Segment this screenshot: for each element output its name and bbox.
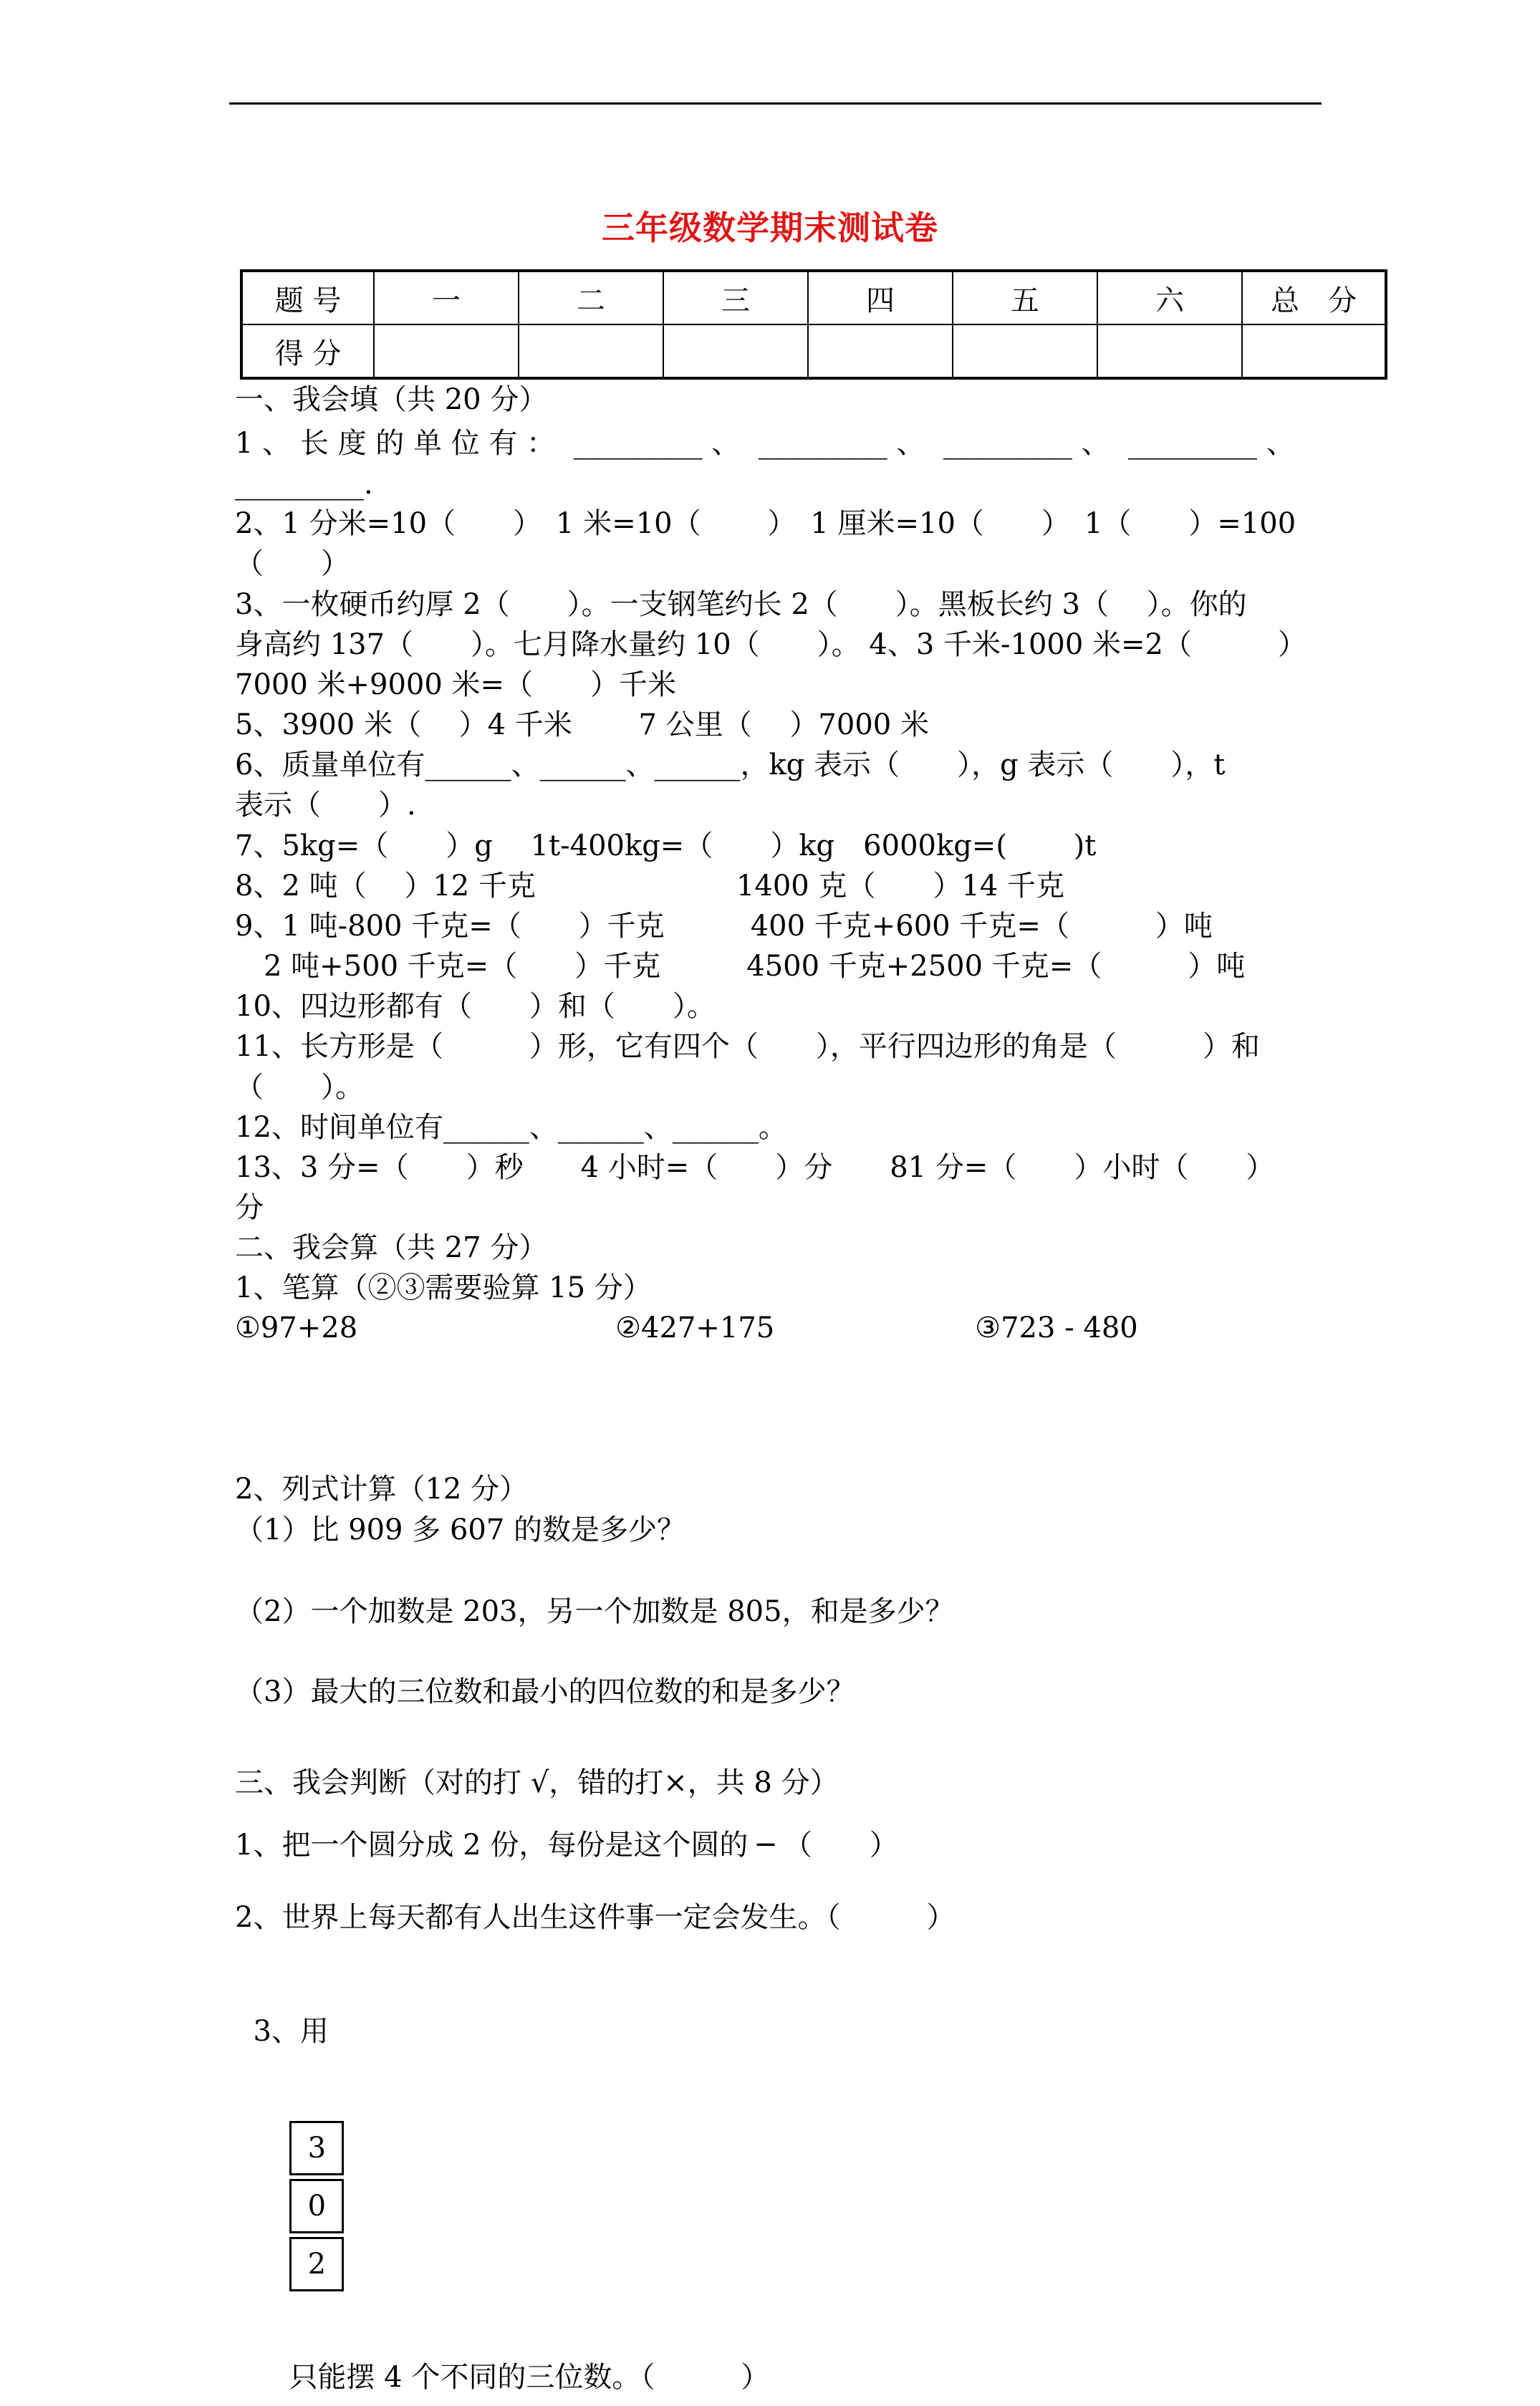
score-cell[interactable] bbox=[663, 324, 808, 378]
score-cell[interactable] bbox=[1242, 324, 1386, 378]
header-cell: 三 bbox=[663, 271, 808, 324]
score-table-header-row bbox=[241, 271, 1386, 324]
score-cell[interactable] bbox=[953, 324, 1097, 378]
page-title: 三年级数学期末测试卷 bbox=[602, 208, 938, 247]
question-line: 2、1 分米=10（ ） 1 米=10（ ） 1 厘米=10（ ） 1（ ）=100 bbox=[235, 507, 1296, 540]
question-line: （ ）。 bbox=[235, 1071, 364, 1104]
question-line: （ ） bbox=[235, 547, 350, 580]
score-cell[interactable] bbox=[1097, 324, 1242, 378]
top-rule bbox=[229, 102, 1322, 105]
header-cell: 一 bbox=[374, 271, 519, 324]
section-3-heading: 三、我会判断（对的打 √，错的打×，共 8 分） bbox=[235, 1766, 839, 1799]
question-line: 表示（ ）. bbox=[235, 789, 416, 822]
question-line: 身高约 137（ ）。七月降水量约 10（ ）。 4、3 千米-1000 米=2（ ） bbox=[235, 628, 1306, 661]
score-table-score-row bbox=[241, 324, 1386, 378]
score-table bbox=[240, 269, 1387, 380]
question-line: （2）一个加数是 203，另一个加数是 805，和是多少？ bbox=[235, 1595, 954, 1628]
question-line: 12、时间单位有______、______、______。 bbox=[235, 1111, 787, 1144]
question-line: 3、一枚硬币约厚 2（ ）。一支钢笔约长 2（ ）。黑板长约 3（ ）。你的 bbox=[235, 588, 1247, 621]
question-line: 2、世界上每天都有人出生这件事一定会发生。（ ） bbox=[235, 1901, 956, 1934]
header-cell: 六 bbox=[1097, 271, 1242, 324]
question-line: 6、质量单位有______、______、______，kg 表示（ ），g 表示（ ），t bbox=[235, 749, 1226, 781]
question-line: 11、长方形是（ ）形，它有四个（ ），平行四边形的角是（ ）和 bbox=[235, 1030, 1260, 1063]
section-2-heading: 二、我会算（共 27 分） bbox=[235, 1231, 548, 1264]
digit-card: 2 bbox=[289, 2237, 344, 2291]
header-cell: 五 bbox=[953, 271, 1097, 324]
question-line: （3）最大的三位数和最小的四位数的和是多少？ bbox=[235, 1675, 855, 1708]
digit-card: 3 bbox=[289, 2121, 344, 2175]
score-cell[interactable] bbox=[374, 324, 519, 378]
question-line: 1 、 长 度 的 单 位 有 ： _________ 、 _________ 、 _________ 、 _________ 、 bbox=[235, 427, 1295, 460]
question-line: 1、把一个圆分成 2 份，每份是这个圆的 ─ （ ） bbox=[235, 1829, 898, 1862]
header-cell: 二 bbox=[519, 271, 663, 324]
judge3-suffix: 只能摆 4 个不同的三位数。（ ） bbox=[289, 2361, 770, 2394]
question-line: 8、2 吨（ ）12 千克 1400 克（ ）14 千克 bbox=[235, 870, 1065, 903]
score-label: 得 分 bbox=[241, 324, 374, 378]
question-line: 13、3 分=（ ）秒 4 小时=（ ）分 81 分=（ ）小时（ ） bbox=[235, 1151, 1275, 1184]
header-cell: 题 号 bbox=[241, 271, 374, 324]
header-cell: 四 bbox=[808, 271, 953, 324]
header-cell: 总 分 bbox=[1242, 271, 1386, 324]
question-line: 分 bbox=[235, 1191, 264, 1224]
question-line: 1、笔算（②③需要验算 15 分） bbox=[235, 1271, 652, 1304]
question-line: 9、1 吨-800 千克=（ ）千克 400 千克+600 千克=（ ）吨 bbox=[235, 910, 1213, 943]
question-line: 5、3900 米（ ）4 千米 7 公里（ ）7000 米 bbox=[235, 708, 929, 741]
question-line-digit-cards bbox=[235, 1945, 770, 2394]
question-line: （1）比 909 多 607 的数是多少？ bbox=[235, 1514, 686, 1546]
question-line: _________. bbox=[235, 468, 373, 501]
section-1-heading: 一、我会填（共 20 分） bbox=[235, 383, 548, 416]
question-line: 7000 米+9000 米=（ ）千米 bbox=[235, 668, 677, 701]
question-line: 2、列式计算（12 分） bbox=[235, 1473, 529, 1506]
judge3-prefix: 3、用 bbox=[253, 2015, 329, 2048]
score-cell[interactable] bbox=[808, 324, 953, 378]
digit-card: 0 bbox=[289, 2179, 344, 2233]
score-cell[interactable] bbox=[519, 324, 663, 378]
question-line: ①97+28 ②427+175 ③723 - 480 bbox=[235, 1312, 1138, 1344]
question-line: 7、5kg=（ ）g 1t-400kg=（ ）kg 6000kg=( )t bbox=[235, 829, 1097, 862]
question-line: 10、四边形都有（ ）和（ ）。 bbox=[235, 990, 716, 1023]
digit-cards bbox=[253, 2060, 357, 2349]
question-line: 2 吨+500 千克=（ ）千克 4500 千克+2500 千克=（ ）吨 bbox=[235, 950, 1246, 983]
